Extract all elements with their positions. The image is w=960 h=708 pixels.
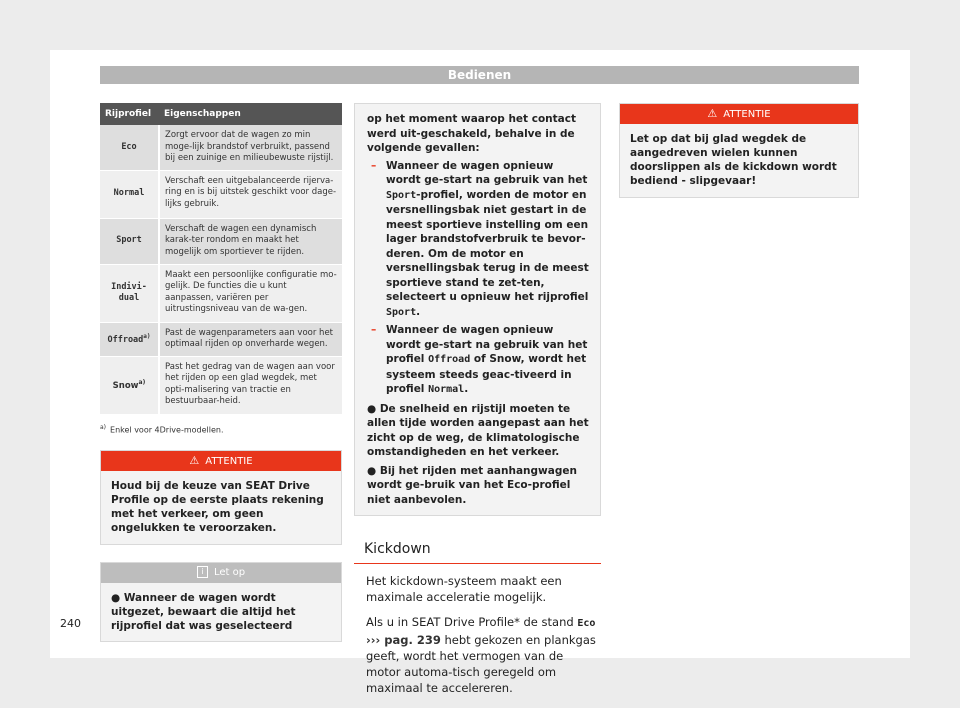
dash-item: – Wanneer de wagen opnieuw wordt ge-start na gebruik van het Sport-profiel, worden de motor en versnellingsbak niet gestart in de meest sportieve instelling om een lager brandstofverbruik te bevor-deren. Om de motor en versnellingsbak terug in de meest sportieve stand te zet-ten, selecteert u opnieuw het rijprofiel Sport. <box>371 159 590 321</box>
page-number: 240 <box>60 617 81 630</box>
table-row <box>100 356 342 414</box>
dash-item: – Wanneer de wagen opnieuw wordt ge-start na gebruik van het profiel Offroad of Snow, wordt het systeem steeds geac-tiveerd in profiel Normal. <box>371 323 590 398</box>
note-text: ● Wanneer de wagen wordt uitgezet, bewaart die altijd het rijprofiel dat was geselecteerd <box>111 592 296 633</box>
profile-name: Normal <box>100 170 159 218</box>
page-header <box>100 66 859 84</box>
profile-name: Indivi-dual <box>100 264 159 322</box>
page-reference-link[interactable]: ››› pag. 239 <box>366 633 441 647</box>
kickdown-paragraph-2: Als u in SEAT Drive Profile* de stand Eco ››› pag. 239 hebt gekozen en plankgas geeft, wordt het vermogen van de motor automa-tisch geregeld om maximaal te accelereren. <box>366 615 596 695</box>
profile-desc: Zorgt ervoor dat de wagen zo min moge-lijk brandstof verbruikt, passend bij een zuinige en milieubewuste rijstijl. <box>159 125 342 170</box>
footnote: $^{a)}$ Enkel voor 4Drive-modellen. <box>100 423 224 435</box>
table-row <box>100 218 342 264</box>
warning-triangle-icon: ⚠ <box>189 454 200 468</box>
table-header-row <box>100 103 342 125</box>
continuation-box <box>354 103 601 516</box>
bullet-item: ● De snelheid en rijstijl moeten te allen tijde worden aangepast aan het zicht op de weg, de klimatologische omstandigheden en het verkeer. <box>367 402 589 458</box>
warning-text: Let op dat bij glad wegdek de aangedreven wielen kunnen doorslippen als de kickdown wordt bediend - slipgevaar! <box>630 133 837 187</box>
profile-desc: Past het gedrag van de wagen aan voor het rijden op een glad wegdek, met opti-malisering van tractie en bestuurbaar-heid. <box>159 356 342 414</box>
profile-name: Sport <box>100 218 159 264</box>
bullet-item: ● Bij het rijden met aanhangwagen wordt ge-bruik van het Eco-profiel niet aanbevolen. <box>367 464 577 506</box>
kickdown-paragraph-1: Het kickdown-systeem maakt een maximale acceleratie mogelijk. <box>366 574 562 604</box>
profile-name: Offroad$^{a)}$ <box>100 322 159 356</box>
warning-header: ⚠ ATTENTIE <box>620 104 858 124</box>
info-icon: i <box>197 566 208 578</box>
warning-text: Houd bij de keuze van SEAT Drive Profile op de eerste plaats rekening met het verkeer, om geen ongelukken te veroorzaken. <box>111 480 324 535</box>
left-column <box>100 103 342 642</box>
note-box <box>100 562 342 642</box>
profile-desc: Verschaft een uitgebalanceerde rijerva-ring en is bij uitstek geschikt voor dage-lijks gebruik. <box>159 170 342 218</box>
right-column <box>619 103 859 198</box>
table-row <box>100 264 342 322</box>
profile-table <box>100 103 342 415</box>
warning-box <box>619 103 859 198</box>
table-row <box>100 170 342 218</box>
profile-name: Eco <box>100 125 159 170</box>
warning-header: ⚠ ATTENTIE <box>101 451 341 471</box>
profile-desc: Maakt een persoonlijke configuratie mo-gelijk. De functies die u kunt aanpassen, variëren per uitrustingsniveau van de wa-gen. <box>159 264 342 322</box>
profile-desc: Verschaft de wagen een dynamisch karak-ter rondom en maakt het mogelijk om sportiever te rijden. <box>159 218 342 264</box>
section-title-kickdown: Kickdown <box>354 534 601 564</box>
table-header-profile: Rijprofiel <box>100 103 159 125</box>
middle-column <box>354 103 601 696</box>
header-title: Bedienen <box>447 68 512 82</box>
profile-desc: Past de wagenparameters aan voor het optimaal rijden op onverharde wegen. <box>159 322 342 356</box>
table-row <box>100 322 342 356</box>
note-header: i Let op <box>101 563 341 583</box>
continuation-intro: op het moment waarop het contact werd uit-geschakeld, behalve in de volgende gevallen: <box>367 113 576 154</box>
table-header-properties: Eigenschappen <box>159 103 342 125</box>
warning-box <box>100 450 342 545</box>
profile-name: Snow$^{a)}$ <box>100 356 159 414</box>
table-row <box>100 125 342 170</box>
warning-triangle-icon: ⚠ <box>707 107 718 120</box>
